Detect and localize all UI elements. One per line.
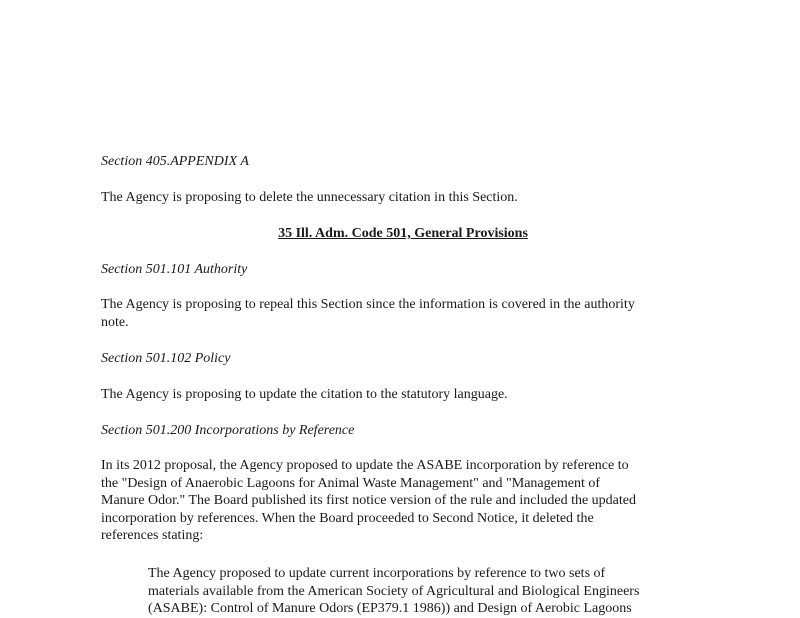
paragraph-line: note. bbox=[101, 314, 129, 330]
section-501-101-text bbox=[101, 296, 635, 331]
paragraph-line: In its 2012 proposal, the Agency proposed to update the ASABE incorporation by reference to bbox=[101, 458, 629, 473]
quote-line: materials available from the American Society of Agricultural and Biological Engineers bbox=[148, 583, 640, 599]
paragraph-line: the "Design of Anaerobic Lagoons for Animal Waste Management" and "Management of bbox=[101, 475, 601, 491]
quote-line: (ASABE): Control of Manure Odors (EP379.1 1986)) and Design of Aerobic Lagoons bbox=[148, 601, 632, 616]
section-405-text: The Agency is proposing to delete the unnecessary citation in this Section. bbox=[101, 190, 518, 205]
section-501-200-text bbox=[101, 457, 636, 545]
paragraph-line: The Agency is proposing to repeal this Section since the information is covered in the authority bbox=[101, 297, 635, 312]
section-501-102-text: The Agency is proposing to update the citation to the statutory language. bbox=[101, 387, 508, 402]
section-405-heading: Section 405.APPENDIX A bbox=[101, 154, 249, 169]
paragraph-line: references stating: bbox=[101, 528, 204, 543]
section-501-101-heading: Section 501.101 Authority bbox=[101, 262, 248, 277]
section-501-200-heading: Section 501.200 Incorporations by Reference bbox=[101, 423, 355, 438]
paragraph-line: Manure Odor." The Board published its first notice version of the rule and included the updated bbox=[101, 493, 636, 508]
paragraph-line: incorporation by references. When the Board proceeded to Second Notice, it deleted the bbox=[101, 510, 594, 526]
block-quote bbox=[148, 565, 639, 618]
part-501-heading: 35 Ill. Adm. Code 501, General Provisions bbox=[278, 226, 528, 241]
quote-line: The Agency proposed to update current incorporations by reference to two sets of bbox=[148, 566, 606, 581]
section-501-102-heading: Section 501.102 Policy bbox=[101, 351, 231, 366]
